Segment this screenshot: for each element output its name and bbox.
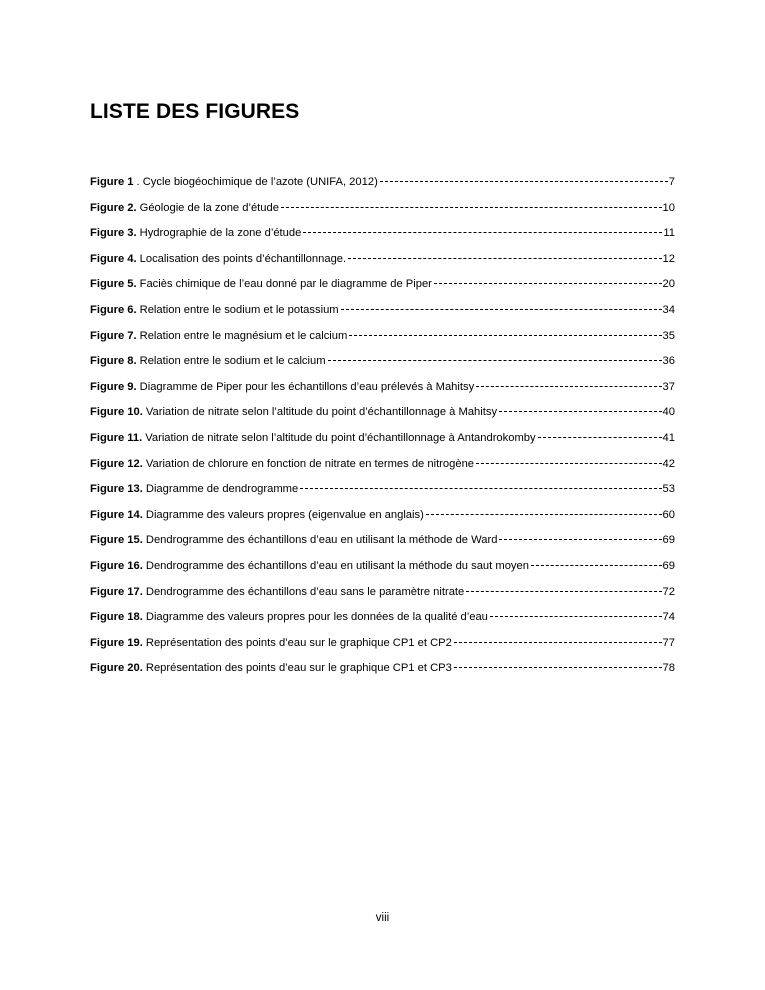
figure-page-number: 10 [662, 201, 675, 214]
figure-caption: Dendrogramme des échantillons d’eau sans le paramètre nitrate [145, 585, 465, 598]
toc-entry[interactable] [90, 250, 675, 276]
dot-leader [281, 206, 662, 208]
toc-entry[interactable] [90, 531, 675, 557]
dot-leader [454, 641, 662, 643]
figure-label: Figure 17. [90, 585, 143, 598]
figure-page-number: 7 [668, 176, 675, 188]
dot-leader [349, 334, 661, 336]
figure-page-number: 42 [662, 457, 675, 470]
figure-caption: Relation entre le magnésium et le calcium [139, 329, 348, 342]
figure-caption: Dendrogramme des échantillons d’eau en utilisant la méthode de Ward [145, 534, 498, 547]
page-number: viii [375, 912, 390, 924]
dot-leader [499, 410, 662, 412]
toc-entry[interactable] [90, 429, 675, 455]
figure-page-number: 53 [662, 483, 675, 496]
figure-page-number: 77 [662, 636, 675, 649]
figure-label: Figure 5. [90, 278, 137, 291]
figure-caption: Variation de chlorure en fonction de nitrate en termes de nitrogène [145, 457, 475, 470]
dot-leader [454, 666, 662, 668]
dot-leader [300, 487, 661, 489]
figure-label: Figure 19. [90, 636, 143, 649]
toc-entry[interactable] [90, 224, 675, 250]
figure-label: Figure 15. [90, 534, 143, 547]
figure-label: Figure 12. [90, 457, 143, 470]
figure-caption: Variation de nitrate selon l’altitude du point d’échantillonnage à Mahitsy [145, 406, 498, 419]
figure-page-number: 69 [662, 559, 675, 572]
toc-entry[interactable] [90, 378, 675, 404]
figure-label: Figure 2. [90, 201, 137, 214]
figure-page-number: 35 [662, 329, 675, 342]
toc-entry[interactable] [90, 608, 675, 634]
figure-caption: Géologie de la zone d’étude [139, 201, 279, 214]
toc-entry[interactable] [90, 199, 675, 225]
list-of-figures [90, 173, 675, 685]
figure-caption: . Cycle biogéochimique de l’azote (UNIFA, 2012) [136, 176, 378, 188]
figure-caption: Hydrographie de la zone d’étude [139, 227, 302, 240]
figure-caption: Relation entre le sodium et le potassium [139, 303, 339, 316]
dot-leader [303, 231, 662, 233]
toc-entry[interactable] [90, 455, 675, 481]
dot-leader [538, 436, 662, 438]
figure-label: Figure 14. [90, 508, 143, 521]
figure-label: Figure 11. [90, 431, 143, 444]
figure-page-number: 60 [662, 508, 675, 521]
dot-leader [434, 282, 662, 284]
figure-page-number: 69 [662, 534, 675, 547]
figure-caption: Faciès chimique de l’eau donné par le diagramme de Piper [139, 278, 432, 291]
toc-entry[interactable] [90, 403, 675, 429]
figure-label: Figure 8. [90, 355, 137, 368]
figure-label: Figure 7. [90, 329, 137, 342]
figure-label: Figure 3. [90, 227, 137, 240]
dot-leader [490, 615, 662, 617]
figure-label: Figure 13. [90, 483, 143, 496]
figure-page-number: 12 [662, 252, 675, 265]
figure-page-number: 74 [662, 611, 675, 624]
dot-leader [499, 538, 661, 540]
figure-caption: Diagramme des valeurs propres (eigenvalue en anglais) [145, 508, 424, 521]
dot-leader [348, 257, 661, 259]
toc-entry[interactable] [90, 173, 675, 199]
figure-page-number: 72 [662, 585, 675, 598]
figure-caption: Diagramme de dendrogramme [145, 483, 299, 496]
dot-leader [426, 513, 662, 515]
figure-caption: Localisation des points d’échantillonnage. [139, 252, 347, 265]
toc-entry[interactable] [90, 352, 675, 378]
figure-caption: Variation de nitrate selon l’altitude du point d’échantillonnage à Antandrokomby [145, 431, 536, 444]
figure-label: Figure 16. [90, 559, 143, 572]
page-title: LISTE DES FIGURES [90, 100, 300, 123]
toc-entry[interactable] [90, 327, 675, 353]
figure-label: Figure 20. [90, 662, 143, 675]
figure-caption: Relation entre le sodium et le calcium [139, 355, 326, 368]
dot-leader [328, 359, 662, 361]
toc-entry[interactable] [90, 557, 675, 583]
figure-page-number: 34 [662, 303, 675, 316]
toc-entry[interactable] [90, 506, 675, 532]
dot-leader [476, 462, 662, 464]
toc-entry[interactable] [90, 634, 675, 660]
dot-leader [531, 564, 662, 566]
dot-leader [380, 180, 668, 182]
toc-entry[interactable] [90, 583, 675, 609]
figure-caption: Diagramme de Piper pour les échantillons d’eau prélevés à Mahitsy [139, 380, 475, 393]
figure-page-number: 41 [662, 431, 675, 444]
figure-label: Figure 9. [90, 380, 137, 393]
figure-label: Figure 18. [90, 611, 143, 624]
dot-leader [341, 308, 662, 310]
figure-caption: Représentation des points d’eau sur le graphique CP1 et CP2 [145, 636, 452, 649]
figure-label: Figure 6. [90, 303, 137, 316]
toc-entry[interactable] [90, 480, 675, 506]
figure-label: Figure 10. [90, 406, 143, 419]
toc-entry[interactable] [90, 301, 675, 327]
toc-entry[interactable] [90, 659, 675, 685]
figure-page-number: 37 [662, 380, 675, 393]
figure-caption: Dendrogramme des échantillons d’eau en utilisant la méthode du saut moyen [145, 559, 529, 572]
figure-page-number: 20 [662, 278, 675, 291]
figure-page-number: 78 [662, 662, 675, 675]
figure-label: Figure 4. [90, 252, 137, 265]
toc-entry[interactable] [90, 275, 675, 301]
figure-label: Figure 1 [90, 176, 134, 188]
dot-leader [476, 385, 661, 387]
dot-leader [466, 590, 661, 592]
figure-page-number: 11 [663, 227, 675, 240]
figure-caption: Représentation des points d’eau sur le graphique CP1 et CP3 [145, 662, 452, 675]
figure-page-number: 40 [662, 406, 675, 419]
figure-page-number: 36 [662, 355, 675, 368]
figure-caption: Diagramme des valeurs propres pour les données de la qualité d’eau [145, 611, 488, 624]
